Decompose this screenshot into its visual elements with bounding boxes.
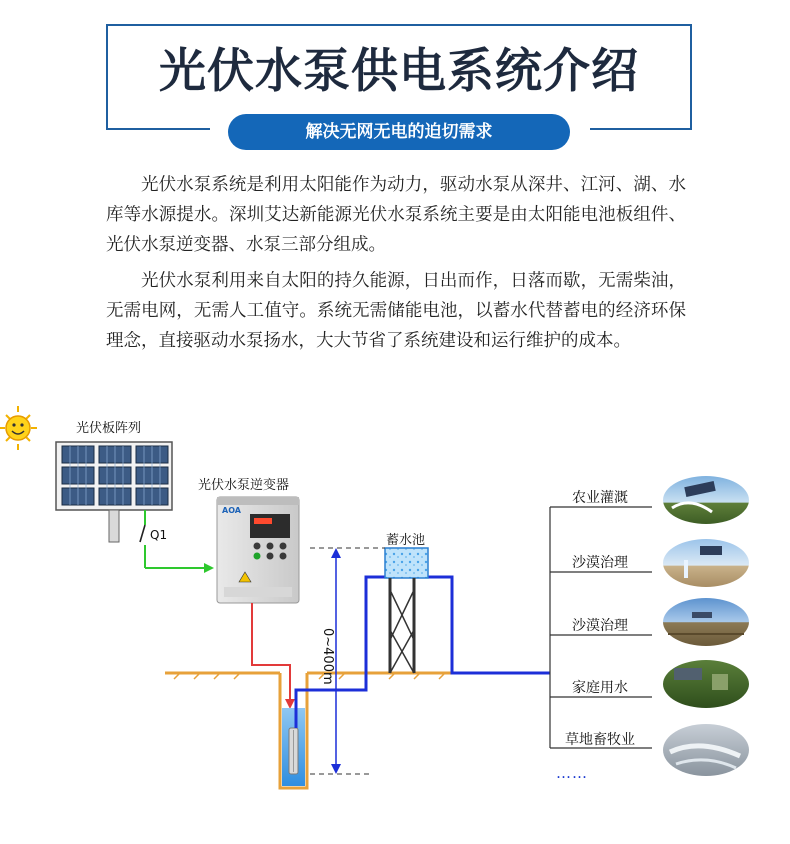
switch-q1-label: Q1 [150,528,168,542]
ground-line [165,673,460,679]
tank-label: 蓄水池 [386,533,426,548]
application-label: 草地畜牧业 [565,732,635,748]
storage-tank [385,548,428,673]
submersible-pump [289,728,298,774]
inverter-brand: AOA [222,506,241,515]
application-label: 农业灌溉 [572,490,628,506]
subtitle-badge: 解决无网无电的迫切需求 [228,114,570,150]
sun-icon [0,406,37,450]
photo-grassland-livestock [663,724,749,776]
intro-paragraph-2: 光伏水泵利用来自太阳的持久能源，日出而作，日落而歇，无需柴油，无需电网，无需人工值守。系统无需储能电池，以蓄水代替蓄电的经济环保理念，直接驱动水泵扬水，大大节省了系统建设和运行维护的成本。 [106,271,686,351]
intro-paragraph-1: 光伏水泵系统是利用太阳能作为动力，驱动水泵从深井、江河、湖、水库等水源提水。深圳艾达新能源光伏水泵系统主要是由太阳能电池板组件、光伏水泵逆变器、水泵三部分组成。 [106,175,686,255]
page-title: 光伏水泵供电系统介绍 [159,44,639,99]
application-label: 家庭用水 [572,680,628,696]
photo-agriculture-irrigation [663,476,749,524]
photo-household-water [663,660,749,708]
pv-array [56,442,172,542]
photo-desert-control-1 [663,539,749,587]
photo-desert-control-2 [663,598,749,646]
application-label: 沙漠治理 [572,555,628,571]
application-label: 沙漠治理 [572,618,628,634]
more-applications-ellipsis: …… [556,764,588,782]
inverter-label: 光伏水泵逆变器 [198,478,290,493]
height-label: 0~400m [320,628,335,685]
pump-power-line [252,603,295,709]
pv-array-label: 光伏板阵列 [76,421,142,436]
